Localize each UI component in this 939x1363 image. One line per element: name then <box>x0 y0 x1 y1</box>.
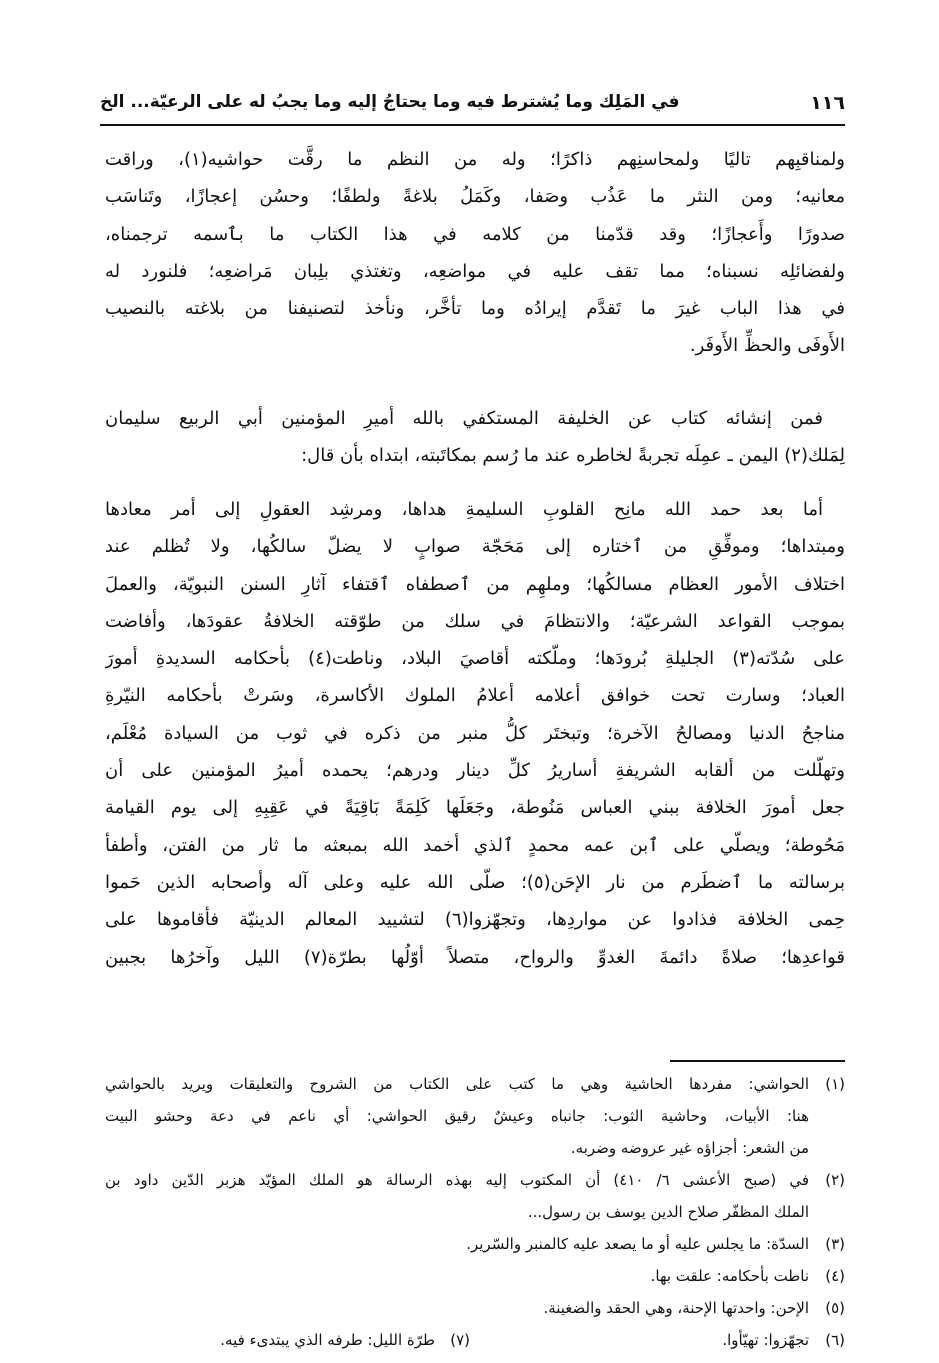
footnote-number: (٦) <box>825 1331 845 1349</box>
text-line: ولفضائلِه نسبناه؛ مما تقف عليه في مواضعِه، وتغتذي بلِبان مَراضعِه؛ فلنورد له <box>105 260 845 282</box>
text-line: بموجب القواعد الشرعيّة؛ والانتظامَ في سلك من طوّقته الخلافةُ عقودَها، وأفاضت <box>105 610 845 632</box>
paragraph-3 <box>105 491 845 976</box>
footnote-6-7 <box>105 1324 845 1356</box>
paragraph-2 <box>105 400 845 475</box>
text-line: جعل أمورَ الخلافة ببني العباس مَنُوطة، وجَعَلَها كَلِمَةً بَاقِيَةً في عَقِبِهِ إلى يوم القيامة <box>105 797 845 819</box>
text-line: برسالته ما ٱضطَرم من نار الإحَن(٥)؛ صلّى الله عليه وعلى آله وأصحابه الذين حَموا <box>105 871 845 893</box>
footnote-text: تجهّزوا: تهيّأوا. <box>722 1331 809 1349</box>
text-line: مناجحُ الدنيا ومصالحُ الآخرة؛ وتبختَر كلُّ منبر من ذكره في ثوب من السيادة مُعْلَم، <box>105 722 845 744</box>
paragraph-1 <box>105 141 845 365</box>
header-rule <box>100 124 845 126</box>
footnote-1-cont <box>105 1132 845 1164</box>
footnote-2-cont <box>105 1196 845 1228</box>
footnote-1 <box>105 1068 845 1100</box>
text-line: لِمَلك(٢) اليمن ـ عمِلَه تجربةً لخاطره عند ما رُسم بمكاتَبته، ابتداه بأن قال: <box>301 445 845 467</box>
footnote-2 <box>105 1164 845 1196</box>
footnote-1-cont <box>105 1100 845 1132</box>
footnote-number: (٣) <box>825 1235 845 1253</box>
footnote-text: الإحن: واحدتها الإحنة، وهي الحقد والضغينة. <box>543 1299 809 1317</box>
text-line: وتهلّلت من ألقابه الشريفةِ أساريرُ كلِّ دينار ودرهم؛ يحمده أميرُ المؤمنين على أن <box>105 760 845 782</box>
text-line: في هذا الباب غيرَ ما تَقدَّم إيرادُه وما تأخَّر، ونأخذ لتصنيفنا من بلاغته بالنصيب <box>105 298 845 320</box>
text-line: معانيه؛ ومن النثر ما عَذُب وصَفا، وكَمَلُ بلاغةً ولطفًا؛ وحسُن إعجازًا، وتَناسَب <box>105 186 845 208</box>
footnotes <box>105 1068 845 1356</box>
page-number: ١١٦ <box>810 92 845 114</box>
footnote-text: ناطت بأحكامه: علقت بها. <box>650 1267 809 1285</box>
text-line: صدورًا وأَعجازًا؛ وقد قدّمنا من كلامه في هذا الكتاب ما بٱسمه ترجمناه، <box>105 223 845 245</box>
footnote-number: (٤) <box>825 1267 845 1285</box>
text-line: على سُدّته(٣) الجليلةِ بُرودَها؛ وملّكته أقاصيَ البلاد، وناطت(٤) بأحكامه السديدةِ أمورَ <box>105 648 845 670</box>
footnote-text: طرّة الليل: طرفه الذي يبتدىء فيه. <box>220 1331 435 1349</box>
footnote-number: (١) <box>825 1075 845 1093</box>
footnote-4 <box>105 1260 845 1292</box>
footnote-number: (٧) <box>450 1331 470 1349</box>
running-title: في المَلِك وما يُشترط فيه وما يحتاجُ إليه وما يجبُ له على الرعيّة... الخ <box>100 92 680 112</box>
footnote-number: (٢) <box>825 1171 845 1189</box>
footnote-text: الملك المظفّر صلاح الدين يوسف بن رسول... <box>527 1203 809 1221</box>
footnote-text: الحواشي: مفردها الحاشية وهي ما كتب على الكتاب من الشروح والتعليقات ويريد بالحواشي <box>105 1075 809 1093</box>
text-line: مَحُوطة؛ ويصلّي على ٱبن عمه محمدٍ ٱلذي أخمد الله بمبعثه ما ثار من الفتن، وأطفأ <box>105 834 845 856</box>
text-line: الأَوفَى والحظِّ الأَوفَر. <box>689 335 845 357</box>
text-line: قواعدِها؛ صلاةً دائمةَ الغدوِّ والرواح، متصلاً أوّلُها بطرّة(٧) الليل وآخرُها بجبين <box>105 946 845 968</box>
footnote-5 <box>105 1292 845 1324</box>
text-line: العباد؛ وسارت تحت خوافق أعلامه أعلامُ الملوك الأكاسرة، وسَرتْ بأحكامه النيّرةِ <box>105 685 845 707</box>
footnote-number: (٥) <box>825 1299 845 1317</box>
footnote-text: السدّة: ما يجلس عليه أو ما يصعد عليه كالمنبر والسّرير. <box>466 1235 809 1253</box>
text-line: أما بعد حمد الله مانِح القلوبِ السليمةِ هداها، ومرشِد العقولِ إلى أمر معادها <box>105 499 823 520</box>
text-line: ومبتداها؛ وموفِّقِ من ٱختاره إلى مَحَجّة صوابٍ لا يضلّ سالكُها، ولا تُظلم عند <box>105 536 845 558</box>
footnote-text: من الشعر: أجزاؤه غير عروضه وضربه. <box>570 1139 809 1157</box>
footnote-text: هنا: الأبيات، وحاشية الثوب: جانباه وعيشٌ رقيق الحواشي: أي ناعم في دعة وحشو البيت <box>105 1107 809 1125</box>
footnote-separator <box>670 1060 845 1062</box>
footnote-text: في (صبح الأعشى ٦/ ٤١٠) أن المكتوب إليه بهذه الرسالة هو الملك المؤيّد هزبر الدّين داود بن <box>105 1171 809 1189</box>
text-line: اختلاف الأمور العظام مسالكُها؛ وملهِم من ٱصطفاه ٱقتفاء آثارِ السنن النبويّة، والعملَ <box>105 573 845 595</box>
running-header <box>100 88 845 122</box>
footnote-3 <box>105 1228 845 1260</box>
text-line: فمن إنشائه كتاب عن الخليفة المستكفي بالله أميرِ المؤمنين أبي الربيع سليمان <box>105 408 823 429</box>
text-line: ولمناقبِهم تاليًا ولمحاسنِهم ذاكرًا؛ وله من النظم ما رقَّت حواشيه(١)، وراقت <box>105 149 845 170</box>
text-line: حِمى الخلافة فذادوا عن مواردِها، وتجهّزوا(٦) لتشييد المعالم الدينيّة فأقاموها على <box>105 909 845 931</box>
